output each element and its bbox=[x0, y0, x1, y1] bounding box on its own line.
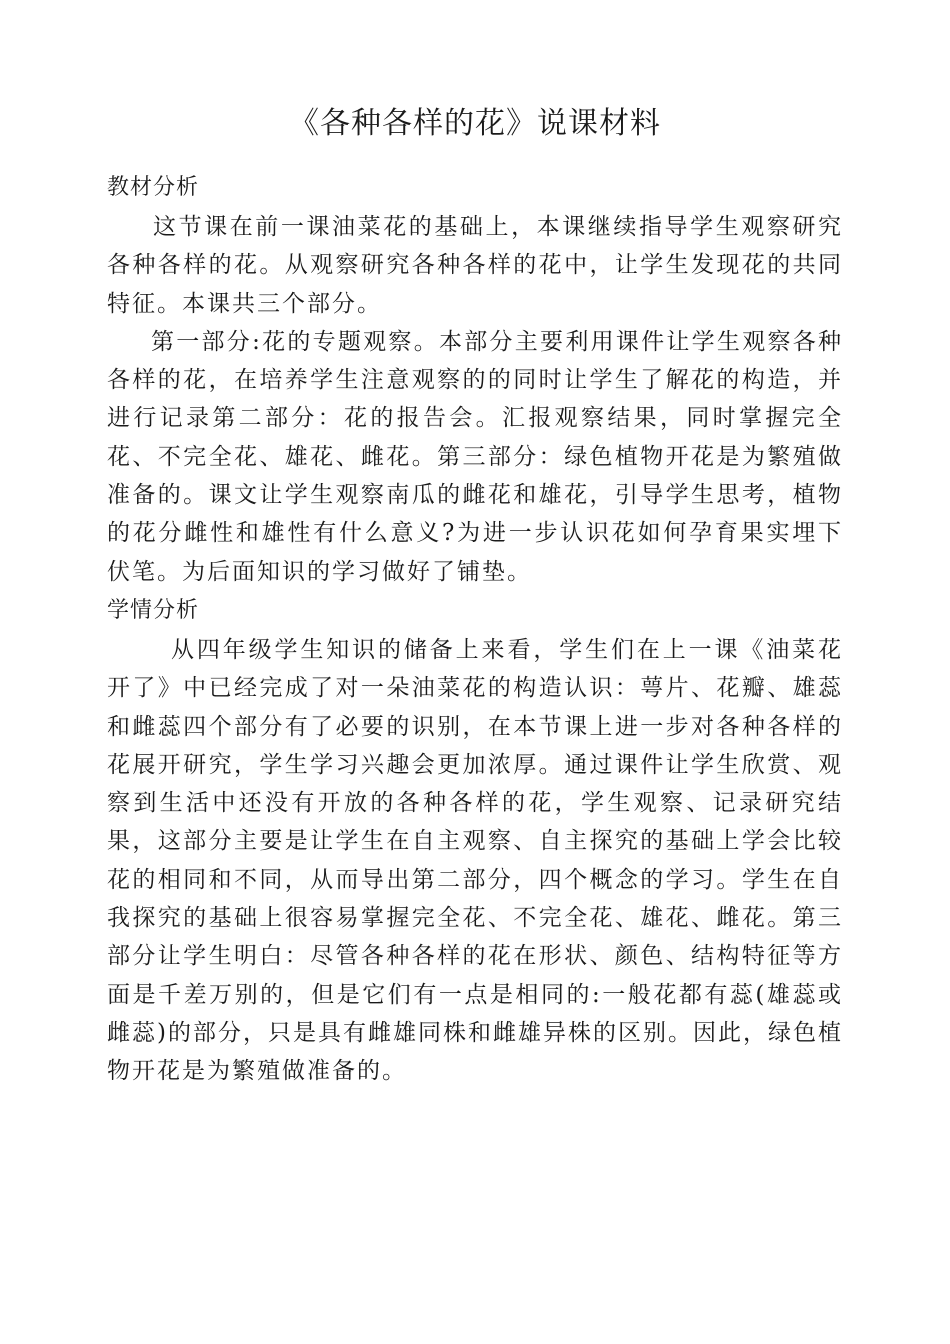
paragraph-student-analysis: 从四年级学生知识的储备上来看，学生们在上一课《油菜花开了》中已经完成了对一朵油菜花的构造认识：萼片、花瓣、雄蕊和雌蕊四个部分有了必要的识别，在本节课上进一步对各种各样的花展开研究，学生学习兴趣会更加浓厚。通过课件让学生欣赏、观察到生活中还没有开放的各种各样的花，学生观察、记录研究结果，这部分主要是让学生在自主观察、自主探究的基础上学会比较花的相同和不同，从而导出第二部分，四个概念的学习。学生在自我探究的基础上很容易掌握完全花、不完全花、雄花、雌花。第三部分让学生明白：尽管各种各样的花在形状、颜色、结构特征等方面是千差万别的，但是它们有一点是相同的:一般花都有蕊(雄蕊或雌蕊)的部分，只是具有雌雄同株和雌雄异株的区别。因此，绿色植物开花是为繁殖做准备的。 bbox=[107, 636, 843, 1085]
document-body bbox=[107, 170, 843, 1091]
paragraph-three-parts: 第一部分:花的专题观察。本部分主要利用课件让学生观察各种各样的花，在培养学生注意观察的的同时让学生了解花的构造，并进行记录第二部分：花的报告会。汇报观察结果，同时掌握完全花、不完全花、雄花、雌花。第三部分：绿色植物开花是为繁殖做准备的。课文让学生观察南瓜的雌花和雄花，引导学生思考，植物的花分雌性和雄性有什么意义?为进一步认识花如何孕育果实埋下伏笔。为后面知识的学习做好了铺垫。 bbox=[107, 328, 843, 585]
section-heading-textbook-analysis: 教材分析 bbox=[107, 175, 200, 200]
paragraph-intro: 这节课在前一课油菜花的基础上，本课继续指导学生观察研究各种各样的花。从观察研究各种各样的花中，让学生发现花的共同特征。本课共三个部分。 bbox=[107, 214, 843, 317]
section-heading-student-analysis: 学情分析 bbox=[107, 597, 200, 623]
document-title: 《各种各样的花》说课材料 bbox=[289, 106, 661, 141]
